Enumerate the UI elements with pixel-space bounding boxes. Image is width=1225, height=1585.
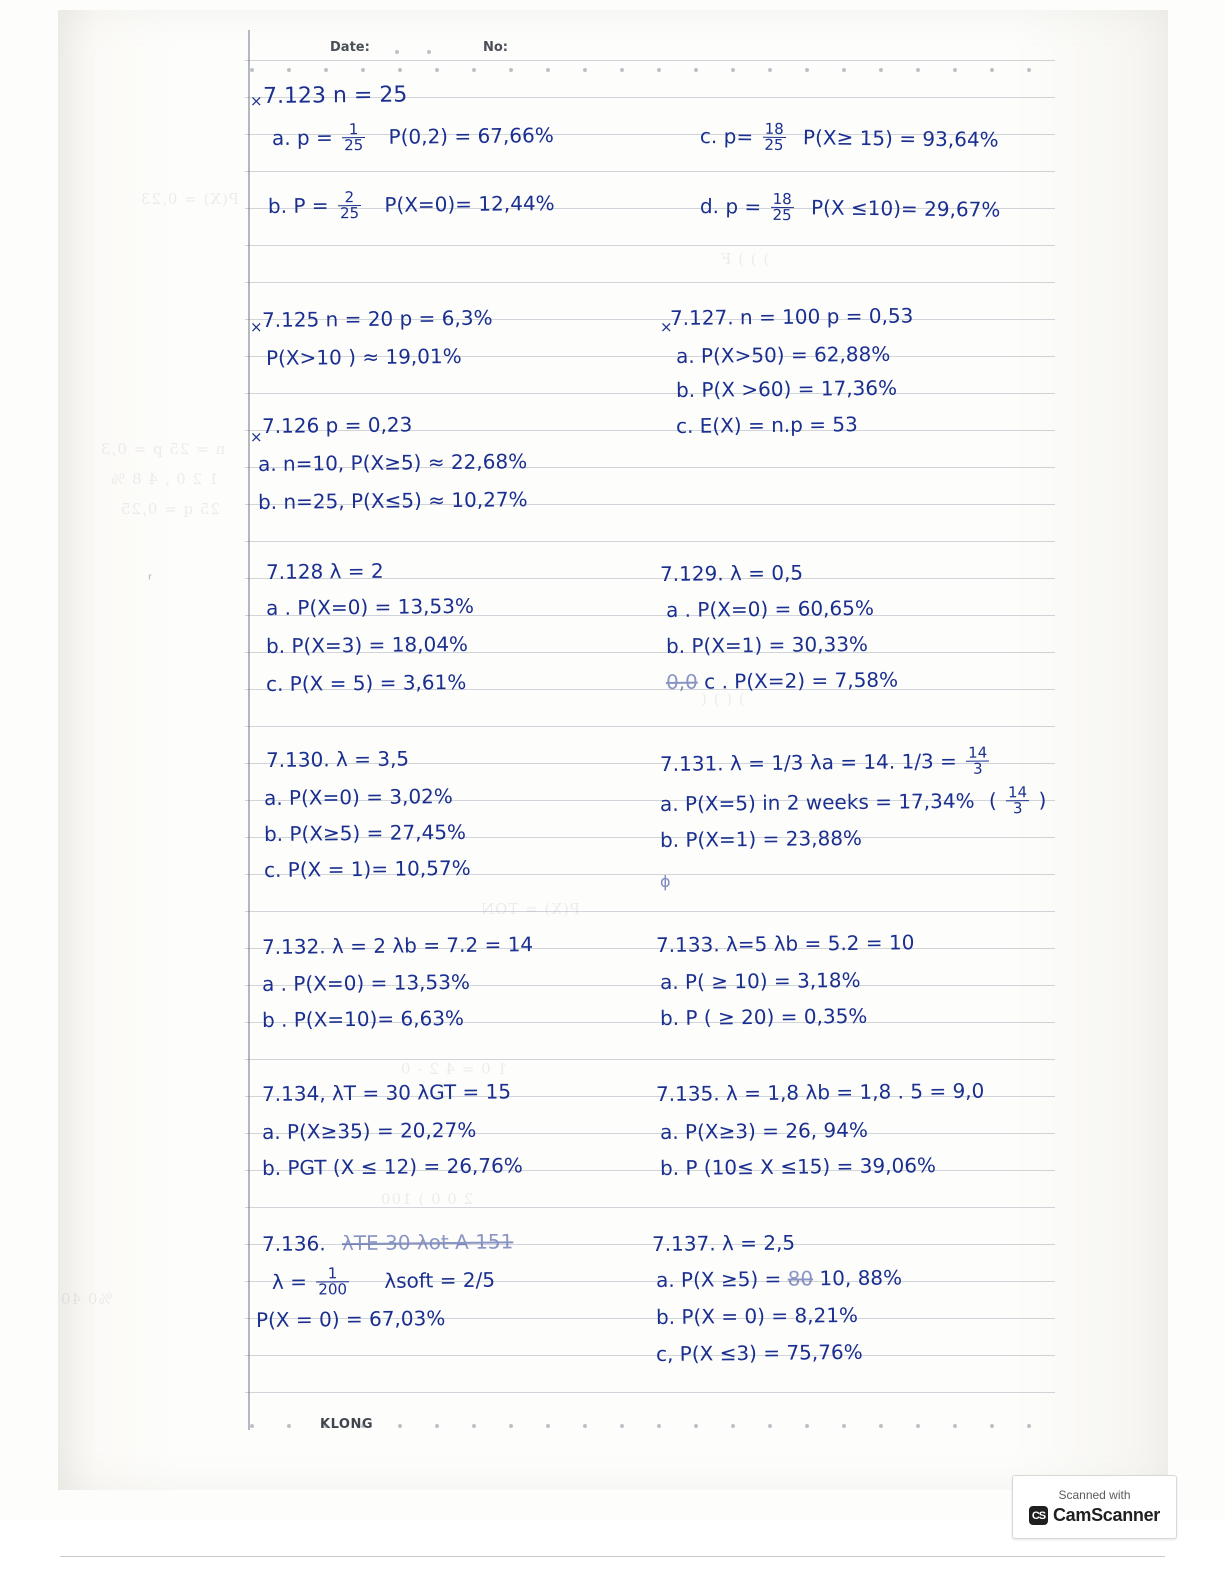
- check-mark: ×: [660, 318, 673, 336]
- note-line: b. PGT (X ≤ 12) = 26,76%: [261, 1153, 523, 1180]
- note-line: 7.128 λ = 2: [265, 558, 384, 584]
- note-line: c, P(X ≤3) = 75,76%: [655, 1339, 863, 1366]
- dot: [916, 68, 920, 72]
- note-line: 7.125 n = 20 p = 6,3%: [261, 305, 493, 332]
- fraction: $\frac{18}{25}$: [764, 119, 784, 155]
- dot: [953, 68, 957, 72]
- rule-line: [245, 171, 1055, 172]
- dot: [361, 1424, 365, 1428]
- note-text: 10, 88%: [819, 1265, 903, 1291]
- stray-mark: ʳ: [148, 570, 153, 589]
- note-line: a. P(X≥3) = 26, 94%: [659, 1117, 869, 1144]
- note-line: [659, 743, 993, 781]
- dot: [657, 68, 661, 72]
- note-line: 7.130. λ = 3,5: [265, 746, 410, 772]
- note-text: a. p =: [271, 125, 333, 150]
- dot: [694, 68, 698, 72]
- note-line: 7.137. λ = 2,5: [651, 1230, 796, 1256]
- dot: [731, 1424, 735, 1428]
- notebook-ruling: [245, 60, 1055, 1420]
- note-line: b. P(X >60) = 17,36%: [675, 375, 898, 402]
- stray-mark: ϕ: [660, 872, 671, 891]
- note-text: (: [988, 788, 997, 813]
- dot: [953, 1424, 957, 1428]
- note-line: a. P(X>50) = 62,88%: [675, 341, 891, 368]
- footer-brand: KLONG: [320, 1417, 373, 1432]
- dot: [472, 68, 476, 72]
- note-line: [656, 1265, 902, 1292]
- fraction: $\frac{1}{200}$: [318, 1264, 348, 1299]
- dot: [583, 1424, 587, 1428]
- note-text: a. P(X=5) in 2 weeks = 17,34%: [659, 788, 975, 816]
- note-text: ): [1038, 787, 1047, 813]
- dot: [879, 1424, 883, 1428]
- note-text: c . P(X=2) = 7,58%: [704, 667, 899, 694]
- note-line: b. P(X=1) = 23,88%: [659, 825, 863, 852]
- rule-line: [245, 393, 1055, 394]
- dot: [842, 68, 846, 72]
- note-line: [272, 1266, 495, 1299]
- rule-line: [245, 541, 1055, 542]
- dot: [427, 50, 431, 54]
- note-line: [272, 121, 554, 155]
- note-line: b. n=25, P(X≤5) ≈ 10,27%: [257, 487, 528, 514]
- note-line: a . P(X=0) = 13,53%: [261, 969, 471, 996]
- note-line: b. P(X=3) = 18,04%: [265, 631, 469, 658]
- note-line: b. P (10≤ X ≤15) = 39,06%: [659, 1153, 937, 1180]
- fraction: $\frac{2}{25}$: [339, 188, 360, 223]
- dot: [324, 1424, 328, 1428]
- note-text: d. p =: [699, 194, 762, 219]
- rule-line: [245, 282, 1055, 283]
- note-line: [666, 668, 898, 694]
- no-label: No:: [483, 40, 509, 55]
- note-line: b . P(X=10)= 6,63%: [261, 1005, 465, 1032]
- note-line: a . P(X=0) = 13,53%: [265, 593, 475, 620]
- note-line: P(X>10 ) ≈ 19,01%: [265, 343, 462, 370]
- note-line: 7.132. λ = 2 λb = 7.2 = 14: [261, 932, 534, 959]
- note-text: c. p=: [699, 124, 754, 149]
- dot: [694, 1424, 698, 1428]
- rule-line: [245, 911, 1055, 912]
- dot: [990, 1424, 994, 1428]
- camscanner-logo-icon: CS: [1029, 1506, 1048, 1525]
- camscanner-row: [1029, 1505, 1160, 1526]
- note-line: a . P(X=0) = 60,65%: [665, 595, 875, 622]
- dot: [324, 68, 328, 72]
- dot: [768, 1424, 772, 1428]
- rule-line: [245, 1207, 1055, 1208]
- rule-line: [245, 245, 1055, 246]
- note-line: [699, 119, 999, 157]
- dot: [1027, 1424, 1031, 1428]
- dot: [250, 68, 254, 72]
- check-mark: ×: [250, 428, 263, 446]
- fraction: $\frac{14}{3}$: [966, 746, 989, 777]
- note-line: c. E(X) = n.p = 53: [675, 412, 858, 438]
- note-line: [659, 783, 1047, 821]
- note-line: a. P( ≥ 10) = 3,18%: [659, 967, 861, 994]
- margin-line: [248, 30, 250, 1430]
- sheet-header: [250, 40, 1050, 62]
- check-mark: ×: [250, 92, 263, 110]
- rule-line: [245, 726, 1055, 727]
- fraction: $\frac{1}{25}$: [344, 120, 364, 155]
- note-line: P(X = 0) = 67,03%: [255, 1306, 446, 1332]
- dot: [620, 68, 624, 72]
- crossed-out: 0,0: [665, 669, 698, 694]
- dot: [395, 50, 399, 54]
- dot: [731, 68, 735, 72]
- dot: [990, 68, 994, 72]
- note-text: P(X=0)= 12,44%: [384, 190, 555, 217]
- note-line: [262, 1229, 514, 1256]
- note-line: 7.129. λ = 0,5: [659, 560, 804, 586]
- note-text: P(X ≤10)= 29,67%: [810, 195, 1001, 222]
- page-divider: [60, 1556, 1165, 1557]
- dot: [435, 1424, 439, 1428]
- note-line: a. P(X=0) = 3,02%: [263, 784, 453, 810]
- dot: [509, 68, 513, 72]
- fraction: $\frac{14}{3}$: [1006, 785, 1029, 816]
- note-text: P(X≥ 15) = 93,64%: [802, 125, 999, 152]
- dot: [1027, 68, 1031, 72]
- rule-line: [245, 1059, 1055, 1060]
- note-line: 7.123 n = 25: [262, 82, 408, 109]
- dot: [657, 1424, 661, 1428]
- note-text: λ =: [271, 1269, 308, 1294]
- note-line: c. P(X = 5) = 3,61%: [265, 669, 467, 696]
- dot: [879, 68, 883, 72]
- dot: [916, 1424, 920, 1428]
- note-line: 7.127. n = 100 p = 0,53: [669, 303, 914, 330]
- dot: [398, 68, 402, 72]
- dot: [287, 68, 291, 72]
- rule-line: [245, 1392, 1055, 1393]
- camscanner-watermark: [1012, 1475, 1177, 1539]
- dot: [287, 1424, 291, 1428]
- rule-line: [245, 1355, 1055, 1356]
- note-text: P(0,2) = 67,66%: [388, 123, 554, 149]
- note-line: b. P(X=1) = 30,33%: [665, 631, 869, 658]
- check-mark: ×: [250, 318, 263, 336]
- dot: [620, 1424, 624, 1428]
- note-text: 7.131. λ = 1/3 λa = 14. 1/3 =: [659, 748, 957, 776]
- dot: [583, 68, 587, 72]
- note-line: [268, 189, 555, 223]
- note-line: 7.134, λT = 30 λGT = 15: [261, 1079, 512, 1106]
- note-text: b. P =: [267, 193, 329, 218]
- note-line: 7.135. λ = 1,8 λb = 1,8 . 5 = 9,0: [655, 1078, 985, 1106]
- dot: [546, 68, 550, 72]
- crossed-out: λTE 30 λot A 151: [341, 1229, 514, 1256]
- dot: [805, 1424, 809, 1428]
- note-line: a. n=10, P(X≥5) ≈ 22,68%: [257, 449, 528, 476]
- dot: [398, 1424, 402, 1428]
- header-dot-row: [395, 50, 475, 54]
- note-text: a. P(X ≥5) =: [655, 1266, 782, 1292]
- dot: [805, 68, 809, 72]
- dot-row: [250, 1424, 1050, 1428]
- note-text: λsoft = 2/5: [384, 1267, 496, 1293]
- dot: [472, 1424, 476, 1428]
- note-line: 7.126 p = 0,23: [261, 412, 413, 438]
- dot: [768, 68, 772, 72]
- dot-row: [250, 68, 1050, 72]
- fraction: $\frac{18}{25}$: [772, 189, 792, 225]
- camscanner-app-name: CamScanner: [1052, 1505, 1161, 1525]
- note-line: 7.133. λ=5 λb = 5.2 = 10: [655, 930, 915, 957]
- note-line: [699, 189, 1001, 227]
- dot: [509, 1424, 513, 1428]
- note-line: b. P(X = 0) = 8,21%: [655, 1302, 859, 1329]
- date-label: Date:: [330, 40, 370, 55]
- dot: [842, 1424, 846, 1428]
- note-line: b. P(X≥5) = 27,45%: [263, 819, 467, 846]
- crossed-out: 80: [787, 1266, 814, 1291]
- dot: [250, 1424, 254, 1428]
- note-line: b. P ( ≥ 20) = 0,35%: [659, 1003, 868, 1030]
- note-text: 7.136.: [261, 1231, 326, 1256]
- dot: [361, 68, 365, 72]
- note-line: c. P(X = 1)= 10,57%: [263, 855, 471, 882]
- scanned-with-label: Scanned with: [1058, 1488, 1131, 1502]
- dot: [546, 1424, 550, 1428]
- note-line: a. P(X≥35) = 20,27%: [261, 1117, 477, 1144]
- dot: [435, 68, 439, 72]
